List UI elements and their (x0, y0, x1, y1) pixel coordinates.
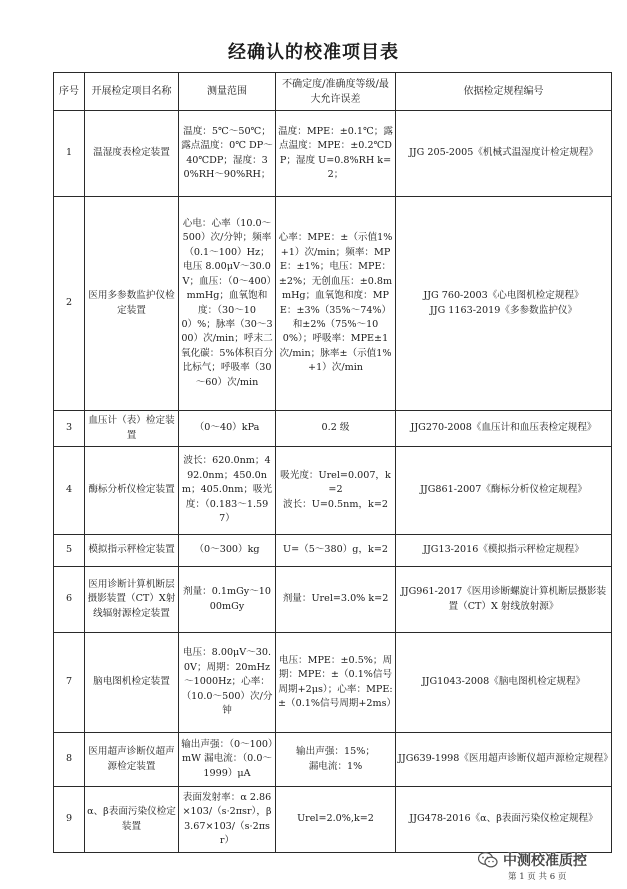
cell-no: 6 (54, 567, 85, 633)
cell-name: 血压计（表）检定装置 (85, 411, 179, 447)
wechat-icon (478, 852, 498, 868)
cell-uncertainty: 剂量：Urel=3.0% k=2 (276, 567, 396, 633)
cell-range: 剂量：0.1mGy～1000mGy (179, 567, 276, 633)
cell-name: 酶标分析仪检定装置 (85, 447, 179, 535)
cell-uncertainty: 温度：MPE：±0.1℃；露点温度：MPE：±0.2℃DP；湿度 U=0.8%RH k=2； (276, 111, 396, 197)
cell-no: 7 (54, 633, 85, 733)
table-row (54, 633, 612, 733)
table-row (54, 535, 612, 567)
header-no: 序号 (54, 73, 85, 111)
cell-basis: JJG639-1998《医用超声诊断仪超声源检定规程》 (396, 733, 612, 787)
cell-basis: JJG 760-2003《心电图机检定规程》 JJG 1163-2019《多参数监护仪》 (396, 197, 612, 411)
cell-basis: JJG 205-2005《机械式温湿度计检定规程》 (396, 111, 612, 197)
cell-name: α、β表面污染仪检定装置 (85, 787, 179, 853)
cell-range: 表面发射率：α 2.86×103/（s·2πsr），β 3.67×103/（s·2πsr） (179, 787, 276, 853)
table-row (54, 447, 612, 535)
cell-range: 电压：8.00μV～30.0V；周期：20mHz～1000Hz；心率：（10.0～500）次/分钟 (179, 633, 276, 733)
watermark-text: 中测校准质控 (503, 853, 587, 869)
cell-name: 模拟指示秤检定装置 (85, 535, 179, 567)
cell-name: 医用超声诊断仪超声源检定装置 (85, 733, 179, 787)
table-row (54, 787, 612, 853)
header-basis: 依据检定规程编号 (396, 73, 612, 111)
cell-no: 9 (54, 787, 85, 853)
cell-no: 3 (54, 411, 85, 447)
cell-uncertainty: 电压：MPE：±0.5%；周期：MPE：±（0.1%信号周期+2μs）；心率：MPE:±（0.1%信号周期+2ms） (276, 633, 396, 733)
cell-name: 医用多参数监护仪检定装置 (85, 197, 179, 411)
header-name: 开展检定项目名称 (85, 73, 179, 111)
cell-range: 温度：5℃～50℃；露点温度：0℃ DP～40℃DP；湿度：30%RH～90%RH； (179, 111, 276, 197)
cell-no: 1 (54, 111, 85, 197)
cell-range: 心电：心率（10.0～500）次/分钟；频率（0.1～100）Hz；电压 8.00μV～30.0V；血压：（0～400）mmHg；血氧饱和度：（30～100）%；脉率（30～300）次/min；呼末二氧化碳：5%体积百分比标气；呼吸率（30～60）次/min (179, 197, 276, 411)
header-range: 测量范围 (179, 73, 276, 111)
cell-uncertainty: Urel=2.0%,k=2 (276, 787, 396, 853)
table-row (54, 567, 612, 633)
cell-uncertainty: 心率：MPE：±（示值1%+1）次/min；频率：MPE：±1%；电压：MPE：±2%；无创血压：±0.8mmHg；血氧饱和度：MPE：±3%（35%～74%）和±2%（75%～100%）；呼吸率：MPE±1 次/min；脉率±（示值1%+1）次/min (276, 197, 396, 411)
cell-basis: JJG1043-2008《脑电图机检定规程》 (396, 633, 612, 733)
cell-no: 5 (54, 535, 85, 567)
cell-basis: JJG270-2008《血压计和血压表检定规程》 (396, 411, 612, 447)
cell-range: 波长：620.0nm；492.0nm；450.0nm；405.0nm；吸光度：（0.183～1.597） (179, 447, 276, 535)
cell-no: 8 (54, 733, 85, 787)
cell-name: 脑电图机检定装置 (85, 633, 179, 733)
table-row (54, 197, 612, 411)
page-title: 经确认的校准项目表 (228, 42, 399, 63)
table-row (54, 111, 612, 197)
cell-uncertainty: 吸光度：Urel=0.007，k=2 波长：U=0.5nm，k=2 (276, 447, 396, 535)
cell-basis: JJG478-2016《α、β表面污染仪检定规程》 (396, 787, 612, 853)
table-row (54, 733, 612, 787)
cell-no: 4 (54, 447, 85, 535)
cell-basis: JJG13-2016《模拟指示秤检定规程》 (396, 535, 612, 567)
cell-uncertainty: 0.2 级 (276, 411, 396, 447)
page-number: 第 1 页 共 6 页 (508, 872, 567, 882)
calibration-table (53, 72, 612, 853)
cell-basis: JJG961-2017《医用诊断螺旋计算机断层摄影装置（CT）X 射线放射源》 (396, 567, 612, 633)
cell-range: （0～300）kg (179, 535, 276, 567)
watermark (478, 848, 587, 872)
cell-no: 2 (54, 197, 85, 411)
cell-range: （0～40）kPa (179, 411, 276, 447)
cell-name: 医用诊断计算机断层摄影装置（CT）X射线辐射源检定装置 (85, 567, 179, 633)
cell-uncertainty: U=（5～380）g，k=2 (276, 535, 396, 567)
cell-uncertainty: 输出声强：15%； 漏电流：1% (276, 733, 396, 787)
cell-range: 输出声强：（0～100）mW 漏电流：（0.0～1999）μA (179, 733, 276, 787)
cell-basis: JJG861-2007《酶标分析仪检定规程》 (396, 447, 612, 535)
table-header-row (54, 73, 612, 111)
cell-name: 温湿度表检定装置 (85, 111, 179, 197)
header-uncertainty: 不确定度/准确度等级/最大允许误差 (276, 73, 396, 111)
table-row (54, 411, 612, 447)
